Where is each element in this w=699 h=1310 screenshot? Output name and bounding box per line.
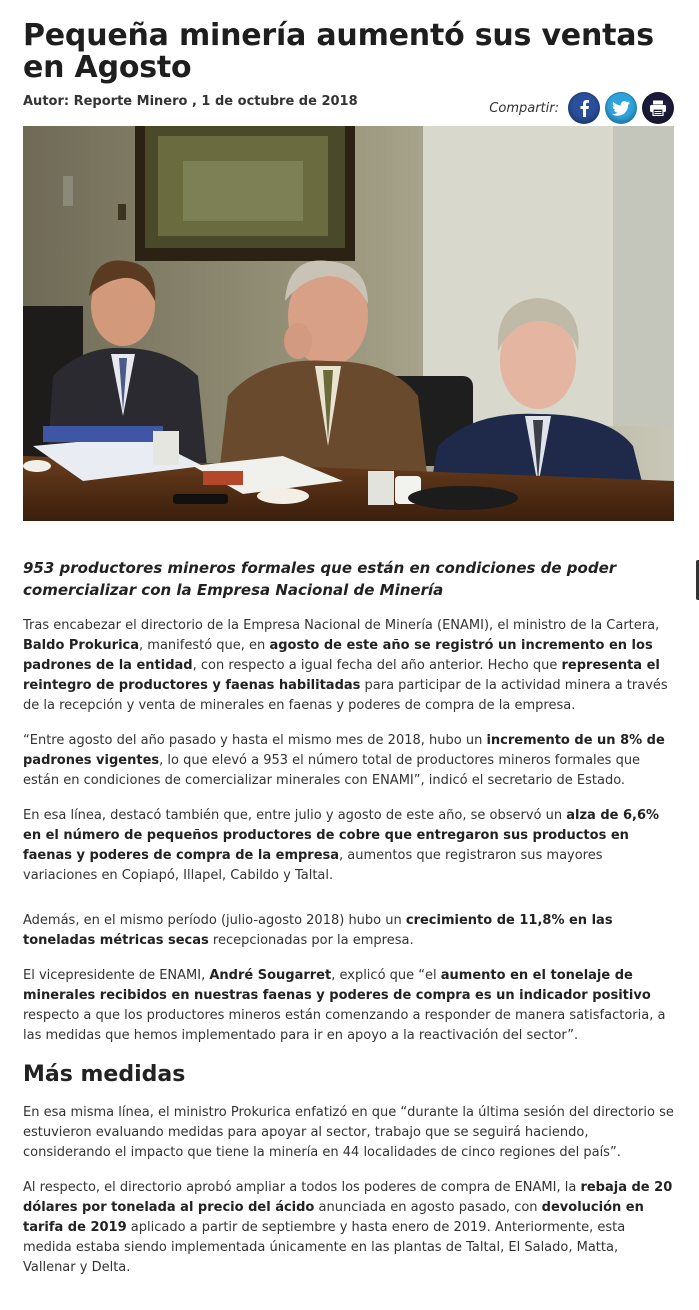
article-subtitle: 953 productores mineros formales que están en condiciones de poder comercializar con la Empresa Nacional de Minería	[23, 559, 617, 599]
facebook-icon[interactable]	[568, 92, 600, 124]
print-icon[interactable]	[642, 92, 674, 124]
article-photo	[23, 126, 674, 521]
twitter-icon[interactable]	[605, 92, 637, 124]
author-line: Autor: Reporte Minero , 1 de octubre de 2018	[23, 94, 358, 109]
article-title: Pequeña minería aumentó sus ventas en Agosto	[23, 18, 654, 85]
paragraph-5: El vicepresidente de ENAMI, André Sougarret, explicó que “el aumento en el tonelaje de minerales recibidos en nuestras faenas y poderes de compra es un indicador positivo respecto a que los productores mineros están comenzando a responder de manera satisfactoria, a las medidas que hemos implementado para ir en apoyo a la reactivación del sector”.	[23, 968, 666, 1043]
paragraph-7: Al respecto, el directorio aprobó ampliar a todos los poderes de compra de ENAMI, la rebaja de 20 dólares por tonelada al precio del ácido anunciada en agosto pasado, con devolución en tarifa de 2019 aplicado a partir de septiembre y hasta enero de 2019. Anteriormente, esta medida estaba siendo implementada únicamente en las plantas de Taltal, El Salado, Matta, Vallenar y Delta.	[23, 1180, 673, 1275]
share-bar	[489, 92, 674, 124]
paragraph-4: Además, en el mismo período (julio-agosto 2018) hubo un crecimiento de 11,8% en las toneladas métricas secas recepcionadas por la empresa.	[23, 913, 613, 948]
share-label: Compartir:	[489, 100, 559, 116]
paragraph-1: Tras encabezar el directorio de la Empresa Nacional de Minería (ENAMI), el ministro de la Cartera, Baldo Prokurica, manifestó que, en agosto de este año se registró un incremento en los padrones de la entidad, con respecto a igual fecha del año anterior. Hecho que representa el reintegro de productores y faenas habilitadas para participar de la actividad minera a través de la recepción y venta de minerales en faenas y poderes de compra de la empresa.	[23, 618, 668, 713]
paragraph-2: “Entre agosto del año pasado y hasta el mismo mes de 2018, hubo un incremento de un 8% de padrones vigentes, lo que elevó a 953 el número total de productores mineros formales que están en condiciones de comercializar minerales con ENAMI”, indicó el secretario de Estado.	[23, 733, 665, 788]
article-meta	[23, 92, 674, 116]
section-heading: Más medidas	[23, 1062, 186, 1087]
paragraph-6: En esa misma línea, el ministro Prokurica enfatizó en que “durante la última sesión del directorio se estuvieron evaluando medidas para apoyar al sector, trabajo que se seguirá haciendo, considerando el impacto que tiene la minería en 44 localidades de cinco regiones del país”.	[23, 1105, 674, 1160]
article-body	[23, 616, 674, 1293]
paragraph-3: En esa línea, destacó también que, entre julio y agosto de este año, se observó un alza de 6,6% en el número de pequeños productores de cobre que entregaron sus productos en faenas y poderes de compra de la empresa, aumentos que registraron sus mayores variaciones en Copiapó, Illapel, Cabildo y Taltal.	[23, 808, 660, 883]
